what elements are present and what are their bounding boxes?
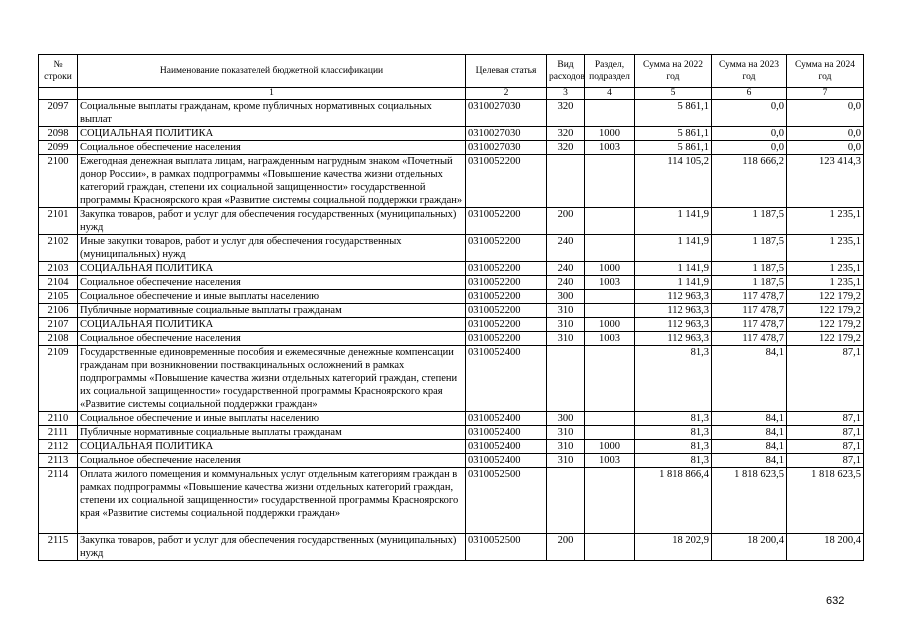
sum-2023: 1 187,5 — [712, 276, 787, 290]
table-row — [39, 208, 864, 235]
table-row — [39, 440, 864, 454]
row-number: 2100 — [39, 155, 78, 208]
expense-type: 200 — [547, 208, 585, 235]
indicator-name: Социальное обеспечение населения — [78, 332, 466, 346]
sum-2023: 1 187,5 — [712, 235, 787, 262]
column-number: 1 — [78, 88, 466, 100]
sum-2024: 123 414,3 — [787, 155, 864, 208]
sum-2022: 81,3 — [635, 426, 712, 440]
row-number: 2107 — [39, 318, 78, 332]
target-article: 0310052200 — [466, 290, 547, 304]
sum-2024: 87,1 — [787, 426, 864, 440]
section-code: 1000 — [585, 262, 635, 276]
row-number: 2099 — [39, 141, 78, 155]
row-number: 2111 — [39, 426, 78, 440]
indicator-name: Закупка товаров, работ и услуг для обеспечения государственных (муниципальных) нужд — [78, 208, 466, 235]
section-code — [585, 235, 635, 262]
sum-2024: 122 179,2 — [787, 332, 864, 346]
target-article: 0310052500 — [466, 534, 547, 561]
section-code: 1003 — [585, 332, 635, 346]
expense-type: 310 — [547, 440, 585, 454]
target-article: 0310052400 — [466, 426, 547, 440]
column-number: 4 — [585, 88, 635, 100]
sum-2024: 1 235,1 — [787, 208, 864, 235]
target-article: 0310027030 — [466, 127, 547, 141]
table-row — [39, 262, 864, 276]
target-article: 0310052200 — [466, 332, 547, 346]
target-article: 0310052400 — [466, 454, 547, 468]
indicator-name: Социальное обеспечение населения — [78, 454, 466, 468]
target-article: 0310052400 — [466, 440, 547, 454]
sum-2022: 112 963,3 — [635, 290, 712, 304]
expense-type: 200 — [547, 534, 585, 561]
sum-2022: 112 963,3 — [635, 318, 712, 332]
target-article: 0310052200 — [466, 208, 547, 235]
sum-2024: 18 200,4 — [787, 534, 864, 561]
row-number: 2102 — [39, 235, 78, 262]
sum-2024: 0,0 — [787, 127, 864, 141]
expense-type: 240 — [547, 276, 585, 290]
sum-2023: 118 666,2 — [712, 155, 787, 208]
table-row — [39, 412, 864, 426]
sum-2024: 1 818 623,5 — [787, 468, 864, 534]
indicator-name: Закупка товаров, работ и услуг для обеспечения государственных (муниципальных) нужд — [78, 534, 466, 561]
sum-2023: 0,0 — [712, 100, 787, 127]
table-row — [39, 141, 864, 155]
section-code — [585, 412, 635, 426]
row-number: 2104 — [39, 276, 78, 290]
expense-type: 310 — [547, 332, 585, 346]
row-number: 2103 — [39, 262, 78, 276]
expense-type — [547, 468, 585, 534]
sum-2024: 122 179,2 — [787, 304, 864, 318]
table-row — [39, 276, 864, 290]
sum-2022: 81,3 — [635, 454, 712, 468]
sum-2022: 5 861,1 — [635, 100, 712, 127]
sum-2023: 117 478,7 — [712, 318, 787, 332]
section-code — [585, 155, 635, 208]
sum-2022: 5 861,1 — [635, 141, 712, 155]
row-number: 2109 — [39, 346, 78, 412]
sum-2023: 0,0 — [712, 127, 787, 141]
section-code — [585, 346, 635, 412]
table-row — [39, 426, 864, 440]
expense-type: 310 — [547, 304, 585, 318]
column-number: 6 — [712, 88, 787, 100]
indicator-name: Социальное обеспечение населения — [78, 141, 466, 155]
indicator-name: Социальное обеспечение и иные выплаты населению — [78, 412, 466, 426]
sum-2024: 87,1 — [787, 346, 864, 412]
row-number: 2097 — [39, 100, 78, 127]
sum-2023: 1 818 623,5 — [712, 468, 787, 534]
section-code — [585, 468, 635, 534]
sum-2023: 1 187,5 — [712, 208, 787, 235]
column-number — [39, 88, 78, 100]
section-code — [585, 290, 635, 304]
expense-type: 320 — [547, 127, 585, 141]
sum-2022: 1 141,9 — [635, 276, 712, 290]
sum-2024: 0,0 — [787, 141, 864, 155]
row-number: 2106 — [39, 304, 78, 318]
section-code: 1003 — [585, 141, 635, 155]
row-number: 2108 — [39, 332, 78, 346]
sum-2024: 0,0 — [787, 100, 864, 127]
row-number: 2110 — [39, 412, 78, 426]
indicator-name: Социальное обеспечение населения — [78, 276, 466, 290]
target-article: 0310052400 — [466, 412, 547, 426]
sum-2023: 84,1 — [712, 440, 787, 454]
sum-2022: 1 818 866,4 — [635, 468, 712, 534]
table-row — [39, 155, 864, 208]
sum-2023: 0,0 — [712, 141, 787, 155]
target-article: 0310027030 — [466, 100, 547, 127]
row-number: 2113 — [39, 454, 78, 468]
sum-2024: 87,1 — [787, 412, 864, 426]
column-number: 7 — [787, 88, 864, 100]
target-article: 0310052200 — [466, 262, 547, 276]
expense-type: 240 — [547, 235, 585, 262]
table-row — [39, 454, 864, 468]
sum-2023: 1 187,5 — [712, 262, 787, 276]
section-code — [585, 534, 635, 561]
expense-type: 300 — [547, 290, 585, 304]
sum-2023: 18 200,4 — [712, 534, 787, 561]
target-article: 0310052200 — [466, 235, 547, 262]
section-code: 1000 — [585, 127, 635, 141]
header-sum-2024: Сумма на 2024 год — [787, 55, 864, 88]
target-article: 0310052500 — [466, 468, 547, 534]
column-number: 2 — [466, 88, 547, 100]
sum-2022: 114 105,2 — [635, 155, 712, 208]
sum-2022: 5 861,1 — [635, 127, 712, 141]
budget-table — [38, 54, 864, 561]
sum-2022: 81,3 — [635, 412, 712, 426]
expense-type: 240 — [547, 262, 585, 276]
indicator-name: Оплата жилого помещения и коммунальных услуг отдельным категориям граждан в рамках подпрограммы «Повышение качества жизни отдельных категорий граждан, степени их социальной защищенности» государственной программы Красноярского края «Развитие системы социальной поддержки граждан» — [78, 468, 466, 534]
sum-2023: 84,1 — [712, 454, 787, 468]
indicator-name: СОЦИАЛЬНАЯ ПОЛИТИКА — [78, 318, 466, 332]
target-article: 0310052200 — [466, 155, 547, 208]
section-code — [585, 100, 635, 127]
table-body — [39, 100, 864, 561]
section-code — [585, 208, 635, 235]
table-row — [39, 304, 864, 318]
sum-2022: 1 141,9 — [635, 235, 712, 262]
sum-2023: 84,1 — [712, 412, 787, 426]
sum-2024: 87,1 — [787, 440, 864, 454]
header-section: Раздел, подраздел — [585, 55, 635, 88]
sum-2023: 117 478,7 — [712, 304, 787, 318]
sum-2022: 18 202,9 — [635, 534, 712, 561]
sum-2023: 117 478,7 — [712, 332, 787, 346]
sum-2022: 81,3 — [635, 346, 712, 412]
header-target-article: Целевая статья — [466, 55, 547, 88]
section-code — [585, 304, 635, 318]
row-number: 2101 — [39, 208, 78, 235]
indicator-name: Государственные единовременные пособия и ежемесячные денежные компенсации гражданам при возникновении поствакцинальных осложнений в рамках подпрограммы «Повышение качества жизни отдельных категорий граждан, степени их социальной защищенности» государственной программы Красноярского края «Развитие системы социальной поддержки граждан» — [78, 346, 466, 412]
table-row — [39, 127, 864, 141]
row-number: 2112 — [39, 440, 78, 454]
sum-2024: 1 235,1 — [787, 262, 864, 276]
table-row — [39, 290, 864, 304]
indicator-name: Иные закупки товаров, работ и услуг для обеспечения государственных (муниципальных) нужд — [78, 235, 466, 262]
sum-2024: 1 235,1 — [787, 276, 864, 290]
section-code: 1000 — [585, 440, 635, 454]
target-article: 0310052400 — [466, 346, 547, 412]
indicator-name: СОЦИАЛЬНАЯ ПОЛИТИКА — [78, 440, 466, 454]
sum-2024: 122 179,2 — [787, 290, 864, 304]
sum-2022: 112 963,3 — [635, 332, 712, 346]
row-number: 2114 — [39, 468, 78, 534]
sum-2022: 112 963,3 — [635, 304, 712, 318]
table-row — [39, 100, 864, 127]
expense-type: 320 — [547, 100, 585, 127]
expense-type: 310 — [547, 426, 585, 440]
header-sum-2022: Сумма на 2022 год — [635, 55, 712, 88]
expense-type: 320 — [547, 141, 585, 155]
table-row — [39, 468, 864, 534]
column-numbers-row — [39, 88, 864, 100]
indicator-name: Ежегодная денежная выплата лицам, награжденным нагрудным знаком «Почетный донор России», в рамках подпрограммы «Повышение качества жизни отдельных категорий граждан, степени их социальной защищенности» государственной программы Красноярского края «Развитие системы социальной поддержки граждан» — [78, 155, 466, 208]
indicator-name: СОЦИАЛЬНАЯ ПОЛИТИКА — [78, 127, 466, 141]
sum-2022: 81,3 — [635, 440, 712, 454]
indicator-name: Публичные нормативные социальные выплаты гражданам — [78, 304, 466, 318]
table-row — [39, 534, 864, 561]
column-number: 5 — [635, 88, 712, 100]
indicator-name: Публичные нормативные социальные выплаты гражданам — [78, 426, 466, 440]
table-row — [39, 332, 864, 346]
section-code: 1000 — [585, 318, 635, 332]
sum-2023: 84,1 — [712, 346, 787, 412]
target-article: 0310052200 — [466, 318, 547, 332]
sum-2023: 84,1 — [712, 426, 787, 440]
indicator-name: Социальное обеспечение и иные выплаты населению — [78, 290, 466, 304]
sum-2023: 117 478,7 — [712, 290, 787, 304]
indicator-name: СОЦИАЛЬНАЯ ПОЛИТИКА — [78, 262, 466, 276]
row-number: 2115 — [39, 534, 78, 561]
section-code: 1003 — [585, 454, 635, 468]
header-expense-type: Вид расходов — [547, 55, 585, 88]
expense-type: 300 — [547, 412, 585, 426]
row-number: 2105 — [39, 290, 78, 304]
target-article: 0310027030 — [466, 141, 547, 155]
sum-2024: 1 235,1 — [787, 235, 864, 262]
sum-2022: 1 141,9 — [635, 262, 712, 276]
page-number: 632 — [826, 595, 845, 607]
header-indicator-name: Наименование показателей бюджетной классификации — [78, 55, 466, 88]
indicator-name: Социальные выплаты гражданам, кроме публичных нормативных социальных выплат — [78, 100, 466, 127]
table-row — [39, 235, 864, 262]
expense-type: 310 — [547, 454, 585, 468]
row-number: 2098 — [39, 127, 78, 141]
header-row-number: № строки — [39, 55, 78, 88]
table-row — [39, 318, 864, 332]
sum-2024: 87,1 — [787, 454, 864, 468]
section-code: 1003 — [585, 276, 635, 290]
expense-type — [547, 155, 585, 208]
section-code — [585, 426, 635, 440]
target-article: 0310052200 — [466, 276, 547, 290]
column-number: 3 — [547, 88, 585, 100]
header-sum-2023: Сумма на 2023 год — [712, 55, 787, 88]
expense-type — [547, 346, 585, 412]
sum-2024: 122 179,2 — [787, 318, 864, 332]
sum-2022: 1 141,9 — [635, 208, 712, 235]
target-article: 0310052200 — [466, 304, 547, 318]
expense-type: 310 — [547, 318, 585, 332]
table-row — [39, 346, 864, 412]
